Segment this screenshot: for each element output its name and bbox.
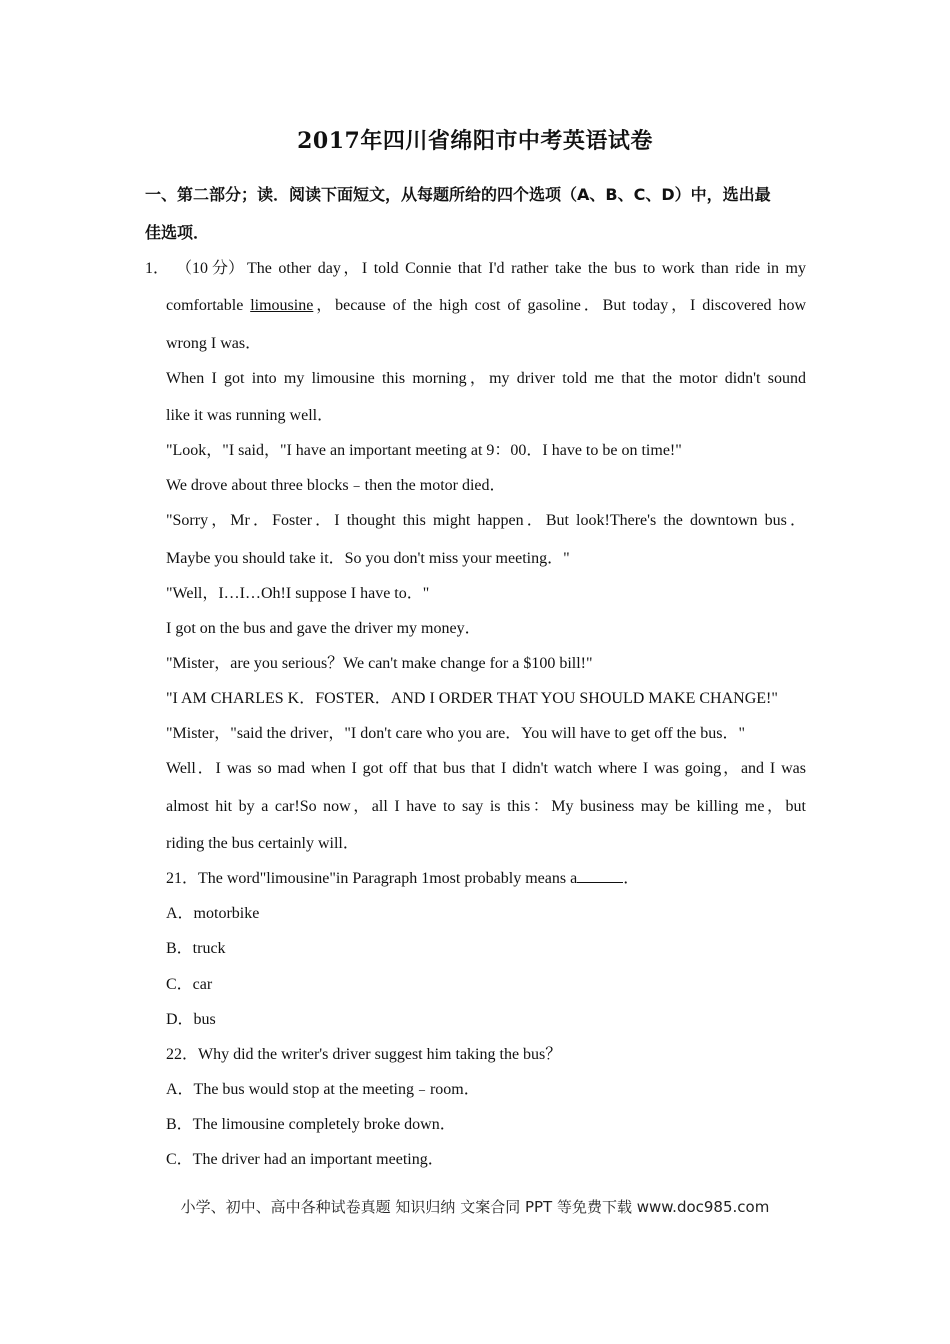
passage-p8: "Mister，are you serious？We can't make change for a $100 bill!" — [166, 655, 593, 672]
passage-p1-line2-pre: comfortable — [166, 297, 251, 314]
passage-p1-line2 — [166, 292, 806, 315]
passage-p6: "Well，I…I…Oh!I suppose I have to．" — [166, 585, 430, 602]
exam-title: 2017年四川省绵阳市中考英语试卷 — [297, 128, 653, 154]
question-22-stem: 22．Why did the writer's driver suggest him taking the bus？ — [166, 1046, 562, 1063]
passage-p1-line2-post: ，because of the high cost of gasoline．But today，I discovered how — [313, 297, 807, 314]
question-21-option-d: D．bus — [166, 1011, 216, 1028]
question-21-end: ． — [623, 870, 640, 887]
question-number — [145, 255, 169, 278]
passage-p5-line2: Maybe you should take it．So you don't miss your meeting．" — [166, 550, 570, 567]
passage-p2-line1: When I got into my limousine this morning，my driver told me that the motor didn't sound — [166, 370, 806, 387]
section-instruction-line2: 佳选项． — [145, 223, 210, 242]
question-points: （10 分） — [176, 260, 245, 277]
passage-p10: "Mister，"said the driver，"I don't care who you are．You will have to get off the bus．" — [166, 725, 745, 742]
passage-p11-line3: riding the bus certainly will． — [166, 835, 359, 852]
passage-p11-line1: Well．I was so mad when I got off that bus that I didn't watch where I was going，and I was — [166, 760, 806, 777]
answer-blank — [577, 868, 623, 883]
passage-p1-line3: wrong I was． — [166, 335, 262, 352]
passage-p4: We drove about three blocks﹣then the motor died． — [166, 477, 506, 494]
page-footer: 小学、初中、高中各种试卷真题 知识归纳 文案合同 PPT 等免费下载 www.doc985.com — [180, 1198, 770, 1216]
section-instruction-line1: 一、第二部分；读．阅读下面短文，从每题所给的四个选项（A、B、C、D）中，选出最 — [145, 185, 771, 204]
question-21-stem — [166, 865, 639, 888]
passage-p9: "I AM CHARLES K．FOSTER．AND I ORDER THAT YOU SHOULD MAKE CHANGE!" — [166, 690, 778, 707]
question-number-label: 1． — [145, 260, 170, 277]
underlined-word-limousine: limousine — [250, 297, 314, 314]
passage-p2-line2: like it was running well． — [166, 407, 334, 424]
question-21-text: 21．The word"limousine"in Paragraph 1most probably means a — [166, 870, 578, 887]
passage-p5-line1: "Sorry，Mr．Foster．I thought this might happen．But look!There's the downtown bus． — [166, 512, 806, 529]
passage-p7: I got on the bus and gave the driver my money． — [166, 620, 481, 637]
question-21-option-b: B．truck — [166, 940, 226, 957]
question-22-option-b: B．The limousine completely broke down． — [166, 1116, 456, 1133]
question-22-option-c: C．The driver had an important meeting． — [166, 1151, 444, 1168]
question-21-option-c: C．car — [166, 976, 213, 993]
question-21-option-a: A．motorbike — [166, 905, 260, 922]
passage-p3: "Look，"I said，"I have an important meeting at 9：00．I have to be on time!" — [166, 442, 682, 459]
passage-p11-line2: almost hit by a car!So now，all I have to say is this：My business may be killing me，but — [166, 798, 806, 815]
question-22-option-a: A．The bus would stop at the meeting﹣room． — [166, 1081, 480, 1098]
passage-p1-line1: The other day，I told Connie that I'd rather take the bus to work than ride in my — [247, 260, 806, 277]
